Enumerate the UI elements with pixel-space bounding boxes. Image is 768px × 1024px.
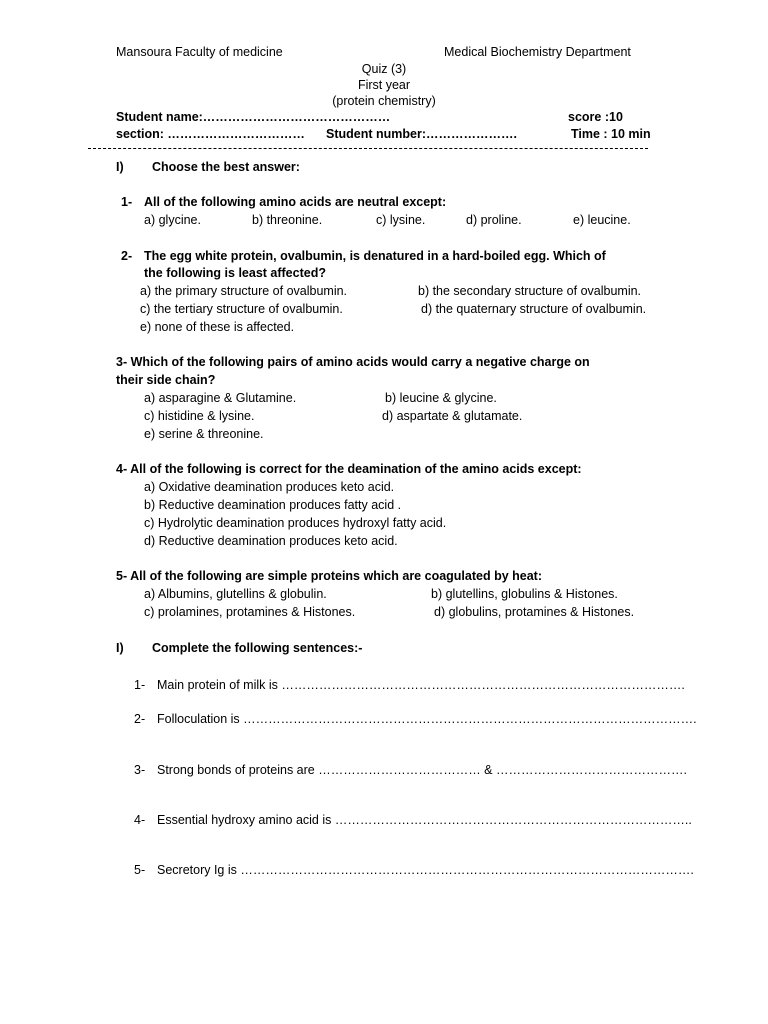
question-2-option-c: c) the tertiary structure of ovalbumin. <box>140 302 343 316</box>
year-label: First year <box>357 78 411 92</box>
question-5-option-d: d) globulins, protamines & Histones. <box>434 605 635 619</box>
question-3-text-line2: their side chain? <box>116 373 216 387</box>
question-4-option-c: c) Hydrolytic deamination produces hydroxyl fatty acid. <box>144 516 447 530</box>
sentence-4-number: 4- <box>134 813 146 827</box>
question-5-option-b: b) glutellins, globulins & Histones. <box>431 587 618 601</box>
sentence-1-text: Main protein of milk is ……………………………………………………………………………………. <box>157 678 685 692</box>
score-label: score :10 <box>568 110 623 124</box>
student-name-field: Student name:……………………………………… <box>116 110 391 124</box>
sentence-1-number: 1- <box>134 678 146 692</box>
question-2-option-e: e) none of these is affected. <box>140 320 295 334</box>
question-1-number: 1- <box>121 195 133 209</box>
sentence-5-number: 5- <box>134 863 146 877</box>
question-2-option-b: b) the secondary structure of ovalbumin. <box>418 284 642 298</box>
part2-number: I) <box>116 641 124 655</box>
question-1-option-d: d) proline. <box>466 213 522 227</box>
part2-title: Complete the following sentences:- <box>152 641 363 655</box>
sentence-4-text: Essential hydroxy amino acid is ………………………………………………………………………….. <box>157 813 692 827</box>
question-1-option-a: a) glycine. <box>144 213 201 227</box>
question-2-text-line1: The egg white protein, ovalbumin, is denatured in a hard-boiled egg. Which of <box>144 249 606 263</box>
question-2-text-line2: the following is least affected? <box>144 266 326 280</box>
question-3-option-b: b) leucine & glycine. <box>385 391 497 405</box>
question-3-text-line1: 3- Which of the following pairs of amino acids would carry a negative charge on <box>116 355 590 369</box>
question-5-option-c: c) prolamines, protamines & Histones. <box>144 605 356 619</box>
question-3-option-e: e) serine & threonine. <box>144 427 264 441</box>
faculty-name: Mansoura Faculty of medicine <box>116 45 283 59</box>
time-label: Time : 10 min <box>571 127 651 141</box>
question-4-text: 4- All of the following is correct for the deamination of the amino acids except: <box>116 462 582 476</box>
question-1-option-b: b) threonine. <box>252 213 323 227</box>
question-3-option-a: a) asparagine & Glutamine. <box>144 391 297 405</box>
question-2-option-a: a) the primary structure of ovalbumin. <box>140 284 348 298</box>
sentence-5-text: Secretory Ig is ………………………………………………………………………………………………. <box>157 863 694 877</box>
student-number-field: Student number:…………………. <box>326 127 517 141</box>
sentence-3-text: Strong bonds of proteins are ………………………………… & ………………………………………. <box>157 763 687 777</box>
question-1-option-e: e) leucine. <box>573 213 631 227</box>
question-5-text: 5- All of the following are simple proteins which are coagulated by heat: <box>116 569 542 583</box>
question-3-option-c: c) histidine & lysine. <box>144 409 255 423</box>
part1-title: Choose the best answer: <box>152 160 300 174</box>
sentence-3-number: 3- <box>134 763 146 777</box>
question-5-option-a: a) Albumins, glutellins & globulin. <box>144 587 327 601</box>
sentence-2-text: Folloculation is ………………………………………………………………………………………………. <box>157 712 697 726</box>
question-4-option-b: b) Reductive deamination produces fatty acid . <box>144 498 402 512</box>
department-name: Medical Biochemistry Department <box>444 45 631 59</box>
section-field: section: …………………………… <box>116 127 305 141</box>
question-4-option-a: a) Oxidative deamination produces keto acid. <box>144 480 395 494</box>
question-1-text: All of the following amino acids are neutral except: <box>144 195 447 209</box>
part1-number: I) <box>116 160 124 174</box>
question-3-option-d: d) aspartate & glutamate. <box>382 409 523 423</box>
header-divider <box>88 148 648 149</box>
subject-label: (protein chemistry) <box>332 94 436 108</box>
question-2-number: 2- <box>121 249 133 263</box>
question-2-option-d: d) the quaternary structure of ovalbumin. <box>421 302 647 316</box>
sentence-2-number: 2- <box>134 712 146 726</box>
question-1-option-c: c) lysine. <box>376 213 426 227</box>
quiz-title: Quiz (3) <box>361 62 407 76</box>
question-4-option-d: d) Reductive deamination produces keto acid. <box>144 534 398 548</box>
